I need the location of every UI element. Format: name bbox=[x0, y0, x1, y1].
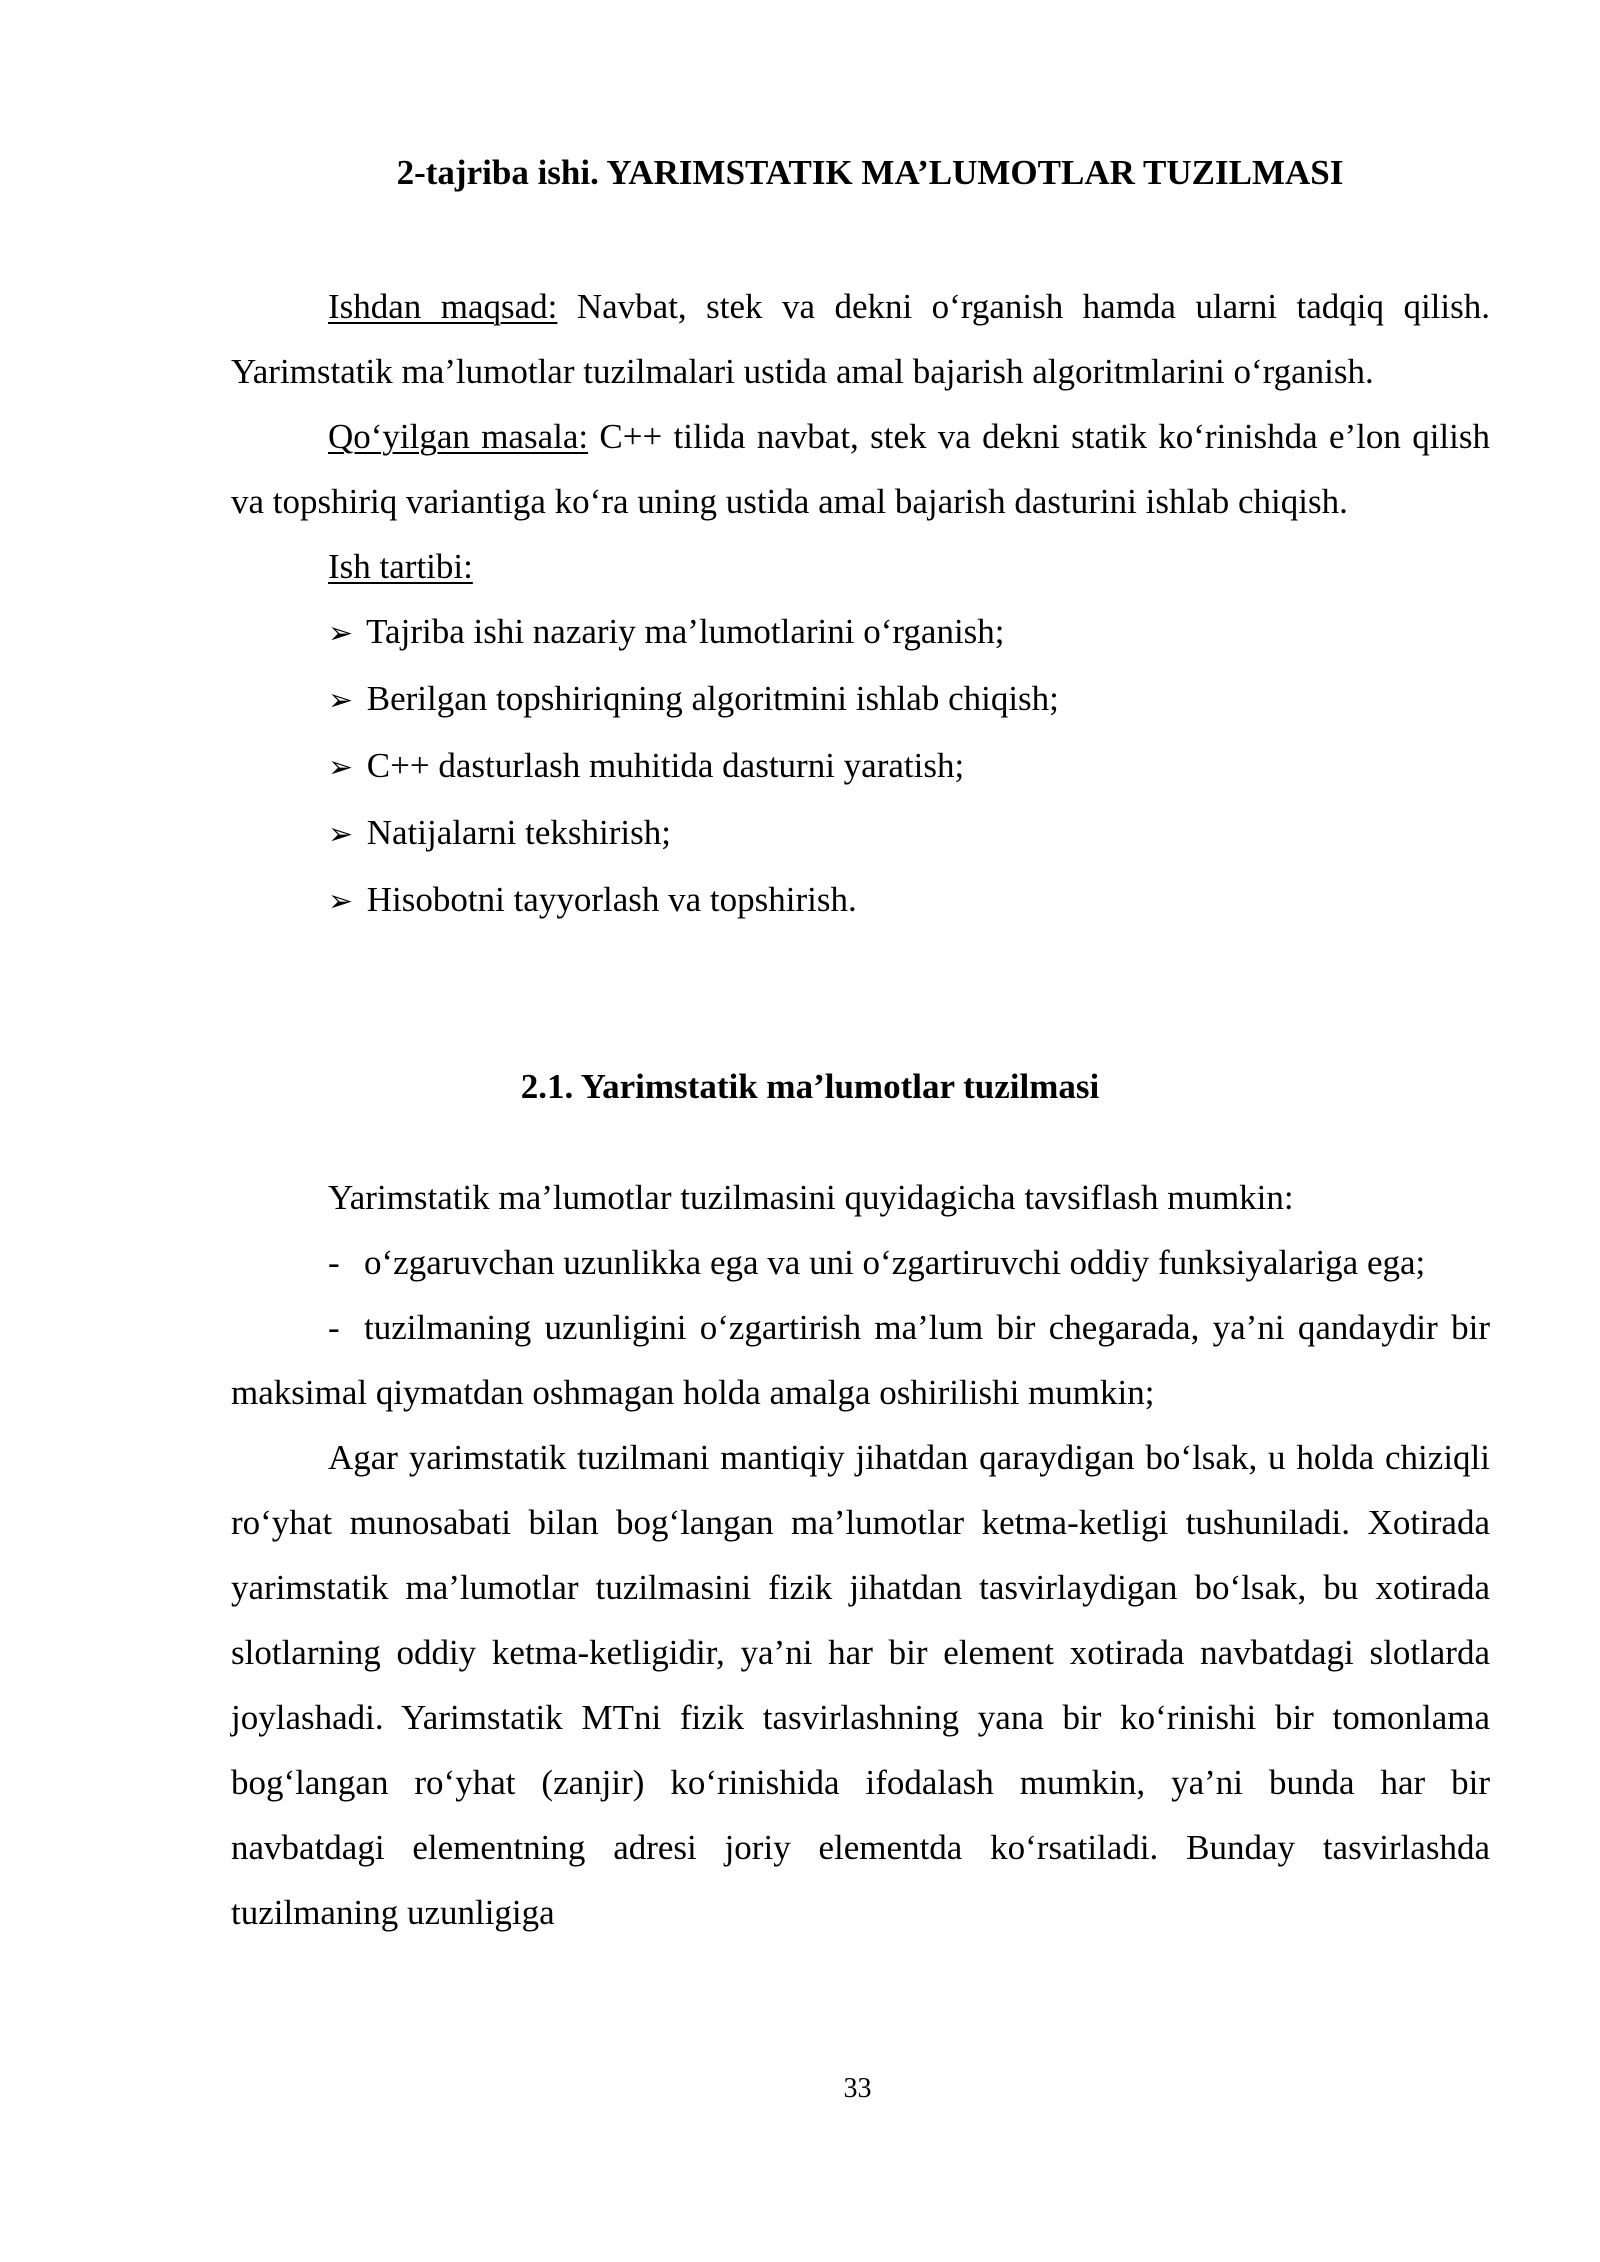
list-item-text: Hisobotni tayyorlash va topshirish. bbox=[366, 880, 857, 919]
list-item bbox=[328, 800, 1490, 867]
page-number-text: 33 bbox=[843, 2073, 872, 2104]
arrow-bullet-icon: ➢ bbox=[328, 885, 354, 918]
task-paragraph bbox=[231, 404, 1490, 534]
goal-label: Ishdan maqsad: bbox=[328, 287, 558, 326]
title-main: YARIMSTATIK MA’LUMOTLAR TUZILMASI bbox=[606, 153, 1344, 192]
list-item bbox=[328, 867, 1490, 934]
dash-item-text: tuzilmaning uzunligini o‘zgartirish ma’lum bir chegarada, ya’ni qandaydir bir maksimal qiymatdan oshmagan holda amalga oshirilishi mumkin; bbox=[231, 1308, 1490, 1412]
list-item-text: Berilgan topshiriqning algoritmini ishlab chiqish; bbox=[366, 679, 1059, 718]
dash-item-2 bbox=[231, 1295, 1490, 1425]
dash-item-1 bbox=[231, 1230, 1490, 1295]
list-item-text: Tajriba ishi nazariy ma’lumotlarini o‘rganish; bbox=[366, 612, 1005, 651]
dash-marker: - bbox=[328, 1243, 340, 1282]
task-text: C++ tilida navbat, stek va dekni statik ko‘rinishda e’lon qilish va topshiriq variantiga ko‘ra uning ustida amal bajarish dasturini ishlab chiqish. bbox=[231, 417, 1490, 521]
list-item bbox=[328, 666, 1490, 733]
body-paragraph: Agar yarimstatik tuzilmani mantiqiy jihatdan qaraydigan bo‘lsak, u holda chiziqli ro‘yhat munosabati bilan bog‘langan ma’lumotlar ketma-ketligi tushuniladi. Xotirada yarimstatik ma’lumotlar tuzilmasini fizik jihatdan tasvirlaydigan bo‘lsak, bu xotirada slotlarning oddiy ketma-ketligidir, ya’ni har bir element xotirada navbatdagi slotlarda joylashadi. Yarimstatik MTni fizik tasvirlashning yana bir ko‘rinishi bir tomonlama bog‘langan ro‘yhat (zanjir) ko‘rinishida ifodalash mumkin, ya’ni bunda har bir navbatdagi elementning adresi joriy elementda ko‘rsatiladi. Bunday tasvirlashda tuzilmaning uzunligiga bbox=[231, 1438, 1490, 1932]
dash-marker: - bbox=[328, 1308, 340, 1347]
section-heading bbox=[0, 1062, 1600, 1112]
procedure-list bbox=[231, 599, 1490, 934]
page-number bbox=[0, 2069, 1600, 2109]
section-title: 2.1. Yarimstatik ma’lumotlar tuzilmasi bbox=[520, 1067, 1100, 1106]
goal-text: Navbat, stek va dekni o‘rganish hamda ularni tadqiq qilish. Yarimstatik ma’lumotlar tuzilmalari ustida amal bajarish algoritmlarini o‘rganish. bbox=[231, 287, 1490, 391]
list-item bbox=[328, 599, 1490, 666]
arrow-bullet-icon: ➢ bbox=[328, 617, 354, 650]
section-body bbox=[231, 1165, 1490, 1945]
arrow-bullet-icon: ➢ bbox=[328, 684, 354, 717]
procedure-heading bbox=[231, 534, 1490, 599]
intro-paragraph: Yarimstatik ma’lumotlar tuzilmasini quyidagicha tavsiflash mumkin: bbox=[328, 1178, 1294, 1217]
dash-item-text: o‘zgaruvchan uzunlikka ega va uni o‘zgartiruvchi oddiy funksiyalariga ega; bbox=[364, 1243, 1426, 1282]
list-item-text: Natijalarni tekshirish; bbox=[366, 813, 671, 852]
title-prefix: 2-tajriba ishi. bbox=[396, 153, 599, 192]
arrow-bullet-icon: ➢ bbox=[328, 818, 354, 851]
lab-intro-block bbox=[231, 274, 1490, 934]
page-title bbox=[0, 148, 1600, 198]
arrow-bullet-icon: ➢ bbox=[328, 751, 354, 784]
procedure-label: Ish tartibi: bbox=[328, 547, 473, 586]
list-item bbox=[328, 733, 1490, 800]
goal-paragraph bbox=[231, 274, 1490, 404]
task-label: Qo‘yilgan masala: bbox=[328, 417, 589, 456]
list-item-text: C++ dasturlash muhitida dasturni yaratish; bbox=[366, 746, 965, 785]
